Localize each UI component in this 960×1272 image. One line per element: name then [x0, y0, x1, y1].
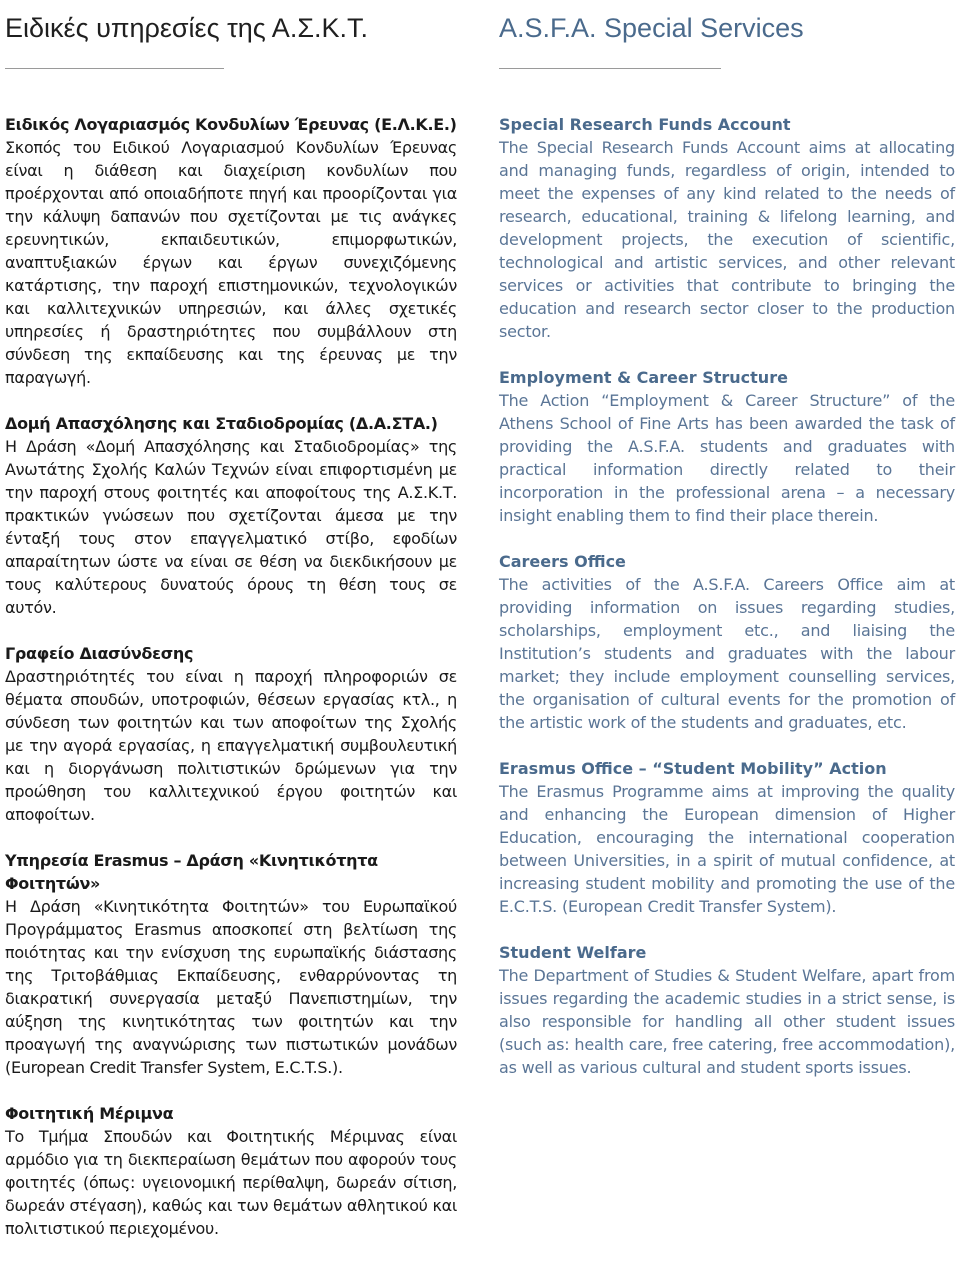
section-body: The Department of Studies & Student Welfare, apart from issues regarding the academic studies in a strict sense, is also responsible for handling all other student issues (such as: health care, free catering, free accommodation), as well as various cultural and student sports issues. [499, 966, 955, 1077]
section-body: The Action “Employment & Career Structure” of the Athens School of Fine Arts has been awarded the task of providing the A.S.F.A. students and graduates with practical information directly related to their incorporation in the professional arena – a necessary insight enabling them to find their place therein. [499, 391, 955, 525]
english-section-careers-office [499, 550, 955, 734]
section-title: Γραφείο Διασύνδεσης [5, 644, 194, 663]
greek-section-careers-office [5, 642, 457, 826]
section-title: Δομή Απασχόλησης και Σταδιοδρομίας (Δ.Α.ΣΤΑ.) [5, 414, 438, 433]
section-body: Η Δράση «Κινητικότητα Φοιτητών» του Ευρωπαϊκού Προγράμματος Erasmus αποσκοπεί στη βελτίωση της ποιότητας και την ενίσχυση της ευρωπαϊκής διάστασης της Τριτοβάθμιας Εκπαίδευσης, ενθαρρύνοντας τη διακρατική συνεργασία μεταξύ Πανεπιστημίων, την αύξηση της κινητικότητας των φοιτητών και την προαγωγή της αναγνώρισης των πιστωτικών μονάδων (European Credit Transfer System, E.C.T.S.). [5, 897, 457, 1077]
greek-section-student-welfare [5, 1102, 457, 1240]
section-body: Σκοπός του Ειδικού Λογαριασμού Κονδυλίων Έρευνας είναι η διάθεση και διαχείριση κονδυλίων που προέρχονται από οποιαδήποτε πηγή και προορίζονται για την κάλυψη δαπανών που σχετίζονται με τις ανάγκες ερευνητικών, εκπαιδευτικών, επιμορφωτικών, αναπτυξιακών έργων και έργων συνεχιζόμενης κατάρτισης, την παροχή επιστημονικών, τεχνολογικών και καλλιτεχνικών υπηρεσιών, και άλλες σχετικές υπηρεσίες ή δραστηριότητες που συμβάλλουν στη σύνδεση της εκπαίδευσης και της έρευνας με την παραγωγή. [5, 138, 457, 387]
section-title: Υπηρεσία Erasmus – Δράση «Κινητικότητα Φοιτητών» [5, 851, 378, 893]
greek-page-header: Ειδικές υπηρεσίες της Α.Σ.Κ.Τ. [5, 13, 369, 43]
section-title: Special Research Funds Account [499, 115, 791, 134]
english-header-rule [499, 68, 721, 69]
section-title: Ειδικός Λογαριασμός Κονδυλίων Έρευνας (Ε.Λ.Κ.Ε.) [5, 115, 457, 134]
greek-sections [5, 113, 457, 1263]
english-section-employment-structure [499, 366, 955, 527]
section-body: The Erasmus Programme aims at improving the quality and enhancing the European dimension of Higher Education, encouraging the international cooperation between Universities, in a spirit of mutual confidence, at increasing student mobility and promoting the use of the E.C.T.S. (European Credit Transfer System). [499, 782, 955, 916]
english-section-erasmus [499, 757, 955, 918]
greek-section-research-funds [5, 113, 457, 389]
greek-column [5, 0, 457, 1238]
greek-section-erasmus [5, 849, 457, 1079]
section-body: The Special Research Funds Account aims at allocating and managing funds, regardless of origin, intended to meet the expenses of any kind related to the needs of research, educational, training & lifelong learning, and development projects, the execution of scientific, technological and artistic services, and other relevant services or activities that contribute to bringing the education and research sector closer to the production sector. [499, 138, 955, 341]
section-title: Careers Office [499, 552, 626, 571]
section-title: Erasmus Office – “Student Mobility” Action [499, 759, 887, 778]
section-title: Employment & Career Structure [499, 368, 788, 387]
english-sections [499, 113, 955, 1102]
section-body: The activities of the A.S.F.A. Careers Office aim at providing information on issues regarding studies, scholarships, employment etc., and liaising the Institution’s students and graduates with the labour market; they include employment counselling services, the organisation of cultural events for the promotion of the artistic work of the students and graduates, etc. [499, 575, 955, 732]
english-column [499, 0, 955, 1077]
section-body: Η Δράση «Δομή Απασχόλησης και Σταδιοδρομίας» της Ανωτάτης Σχολής Καλών Τεχνών είναι επιφορτισμένη με την παροχή στους φοιτητές και αποφοίτους της Α.Σ.Κ.Τ. πρακτικών γνώσεων που σχετίζονται άμεσα με την ένταξή τους στον επαγγελματικό στίβο, εφοδίων απαραίτητων ώστε να είναι σε θέση να διεκδικήσουν με τους καλύτερους δυνατούς όρους τη θέση τους σε αυτόν. [5, 437, 457, 617]
greek-header-rule [5, 68, 224, 69]
section-body: Δραστηριότητές του είναι η παροχή πληροφοριών σε θέματα σπουδών, υποτροφιών, θέσεων εργασίας κτλ., η σύνδεση των φοιτητών και των αποφοίτων της Σχολής με την αγορά εργασίας, η επαγγελματική συμβουλευτική και η διοργάνωση πολιτιστικών δρώμενων για την προώθηση του καλλιτεχνικού έργου φοιτητών και αποφοίτων. [5, 667, 457, 824]
english-section-research-funds [499, 113, 955, 343]
section-title: Student Welfare [499, 943, 647, 962]
english-section-student-welfare [499, 941, 955, 1079]
section-body: Το Τμήμα Σπουδών και Φοιτητικής Μέριμνας είναι αρμόδιο για τη διεκπεραίωση θεμάτων που αφορούν τους φοιτητές (όπως: υγειονομική περίθαλψη, δωρεάν σίτιση, δωρεάν στέγαση), καθώς και των θεμάτων αθλητικού και πολιτιστικού περιεχομένου. [5, 1127, 457, 1238]
greek-section-employment-structure [5, 412, 457, 619]
section-title: Φοιτητική Μέριμνα [5, 1104, 174, 1123]
english-page-header: A.S.F.A. Special Services [499, 13, 804, 43]
